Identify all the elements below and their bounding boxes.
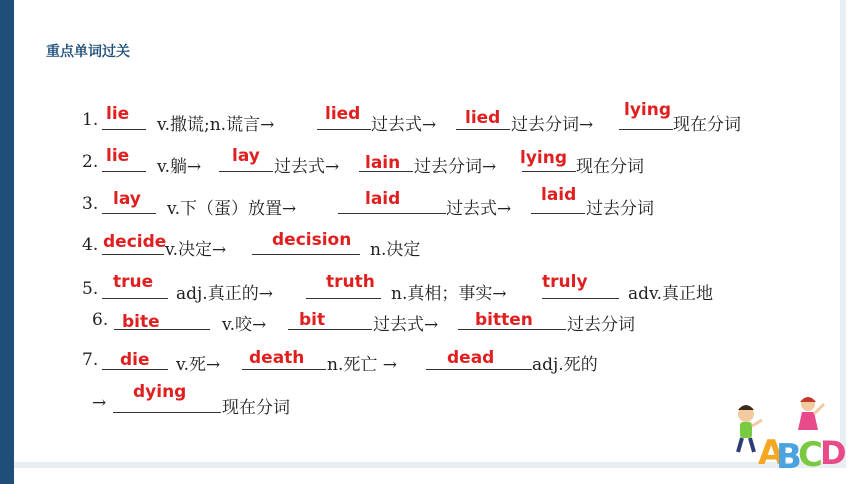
row-3-text-2: 过去式→ [446,199,512,219]
row-5-text-1: adj.真正的→ [176,284,273,304]
row-6-text-3: 过去分词 [567,315,635,335]
row-2-number: 2. [82,152,99,172]
row-6-answer-1: bite [122,312,160,332]
row-8-answer-1: dying [133,382,187,402]
row-3-answer-3: laid [541,185,577,205]
row-1-text-2: 过去式→ [371,115,437,135]
row-1-blank-4 [619,129,673,130]
row-4-text-2: n.决定 [370,240,421,260]
row-1-answer-1: lie [106,104,130,124]
row-7-blank-2 [242,369,326,370]
child-right-icon [798,397,824,430]
row-4-answer-1: decide [103,232,167,252]
row-7-answer-3: dead [447,348,495,368]
row-1-number: 1. [82,110,99,130]
left-accent-bar [0,0,14,484]
row-2-answer-3: lain [365,153,401,173]
row-1-blank-2 [317,129,371,130]
row-1-text-4: 现在分词 [673,115,741,135]
row-5-answer-2: truth [326,272,375,292]
row-1-text-1: v.撒谎;n.谎言→ [157,115,275,135]
row-1-blank-1 [102,129,146,130]
row-3-text-1: v.下（蛋）放置→ [167,199,297,219]
row-4-blank-1 [102,254,164,255]
row-6-answer-3: bitten [475,310,533,330]
row-7-blank-3 [426,369,532,370]
page-title: 重点单词过关 [46,44,130,60]
row-1-text-3: 过去分词→ [511,115,594,135]
row-2-blank-2 [219,171,273,172]
row-2-text-4: 现在分词 [576,157,644,177]
row-2-text-2: 过去式→ [274,157,340,177]
letter-c-icon: C [798,435,823,472]
row-5-text-3: adv.真正地 [628,284,714,304]
letter-d-icon: D [820,434,847,472]
row-6-text-2: 过去式→ [373,315,439,335]
row-4-blank-2 [252,254,360,255]
row-1-blank-3 [456,129,510,130]
row-7-text-1: v.死→ [176,355,221,375]
row-2-blank-4 [522,171,576,172]
row-3-blank-2 [338,213,446,214]
row-2-answer-2: lay [232,146,260,166]
row-5-blank-2 [306,298,381,299]
row-6-number: 6. [92,310,109,330]
row-1-answer-2: lied [325,104,361,124]
row-1-answer-3: lied [465,108,501,128]
letter-b-icon: B [776,437,802,472]
row-7-answer-2: death [249,348,305,368]
row-3-text-3: 过去分词 [586,199,654,219]
row-2-blank-1 [102,171,146,172]
row-4-text-1: v.决定→ [165,240,227,260]
row-2-text-1: v.躺→ [157,157,202,177]
row-7-text-3: adj.死的 [532,355,598,375]
row-5-blank-3 [542,298,619,299]
row-5-answer-1: true [113,272,154,292]
row-7-answer-1: die [120,350,150,370]
row-2-answer-4: lying [520,148,568,168]
row-5-text-2: n.真相；事实→ [391,284,507,304]
row-5-answer-3: truly [542,272,588,292]
row-1-answer-4: lying [624,100,672,120]
row-6-answer-2: bit [299,310,326,330]
row-7-text-2: n.死亡 → [327,355,398,375]
row-3-blank-1 [102,213,156,214]
row-4-number: 4. [82,235,99,255]
kids-abcd-illustration [732,392,850,472]
row-2-text-3: 过去分词→ [414,157,497,177]
letter-a-icon: A [758,433,785,472]
row-3-number: 3. [82,194,99,214]
row-6-text-1: v.咬→ [222,315,267,335]
row-8-text-1: 现在分词 [222,398,290,418]
row-5-blank-1 [102,298,168,299]
row-8-arrow: → [92,393,107,413]
row-3-answer-1: lay [113,189,141,209]
row-3-answer-2: laid [365,189,401,209]
row-2-answer-1: lie [106,146,130,166]
row-5-number: 5. [82,279,99,299]
row-7-number: 7. [82,350,99,370]
row-3-blank-3 [531,213,585,214]
row-8-blank-1 [113,412,221,413]
row-4-answer-2: decision [272,230,352,250]
